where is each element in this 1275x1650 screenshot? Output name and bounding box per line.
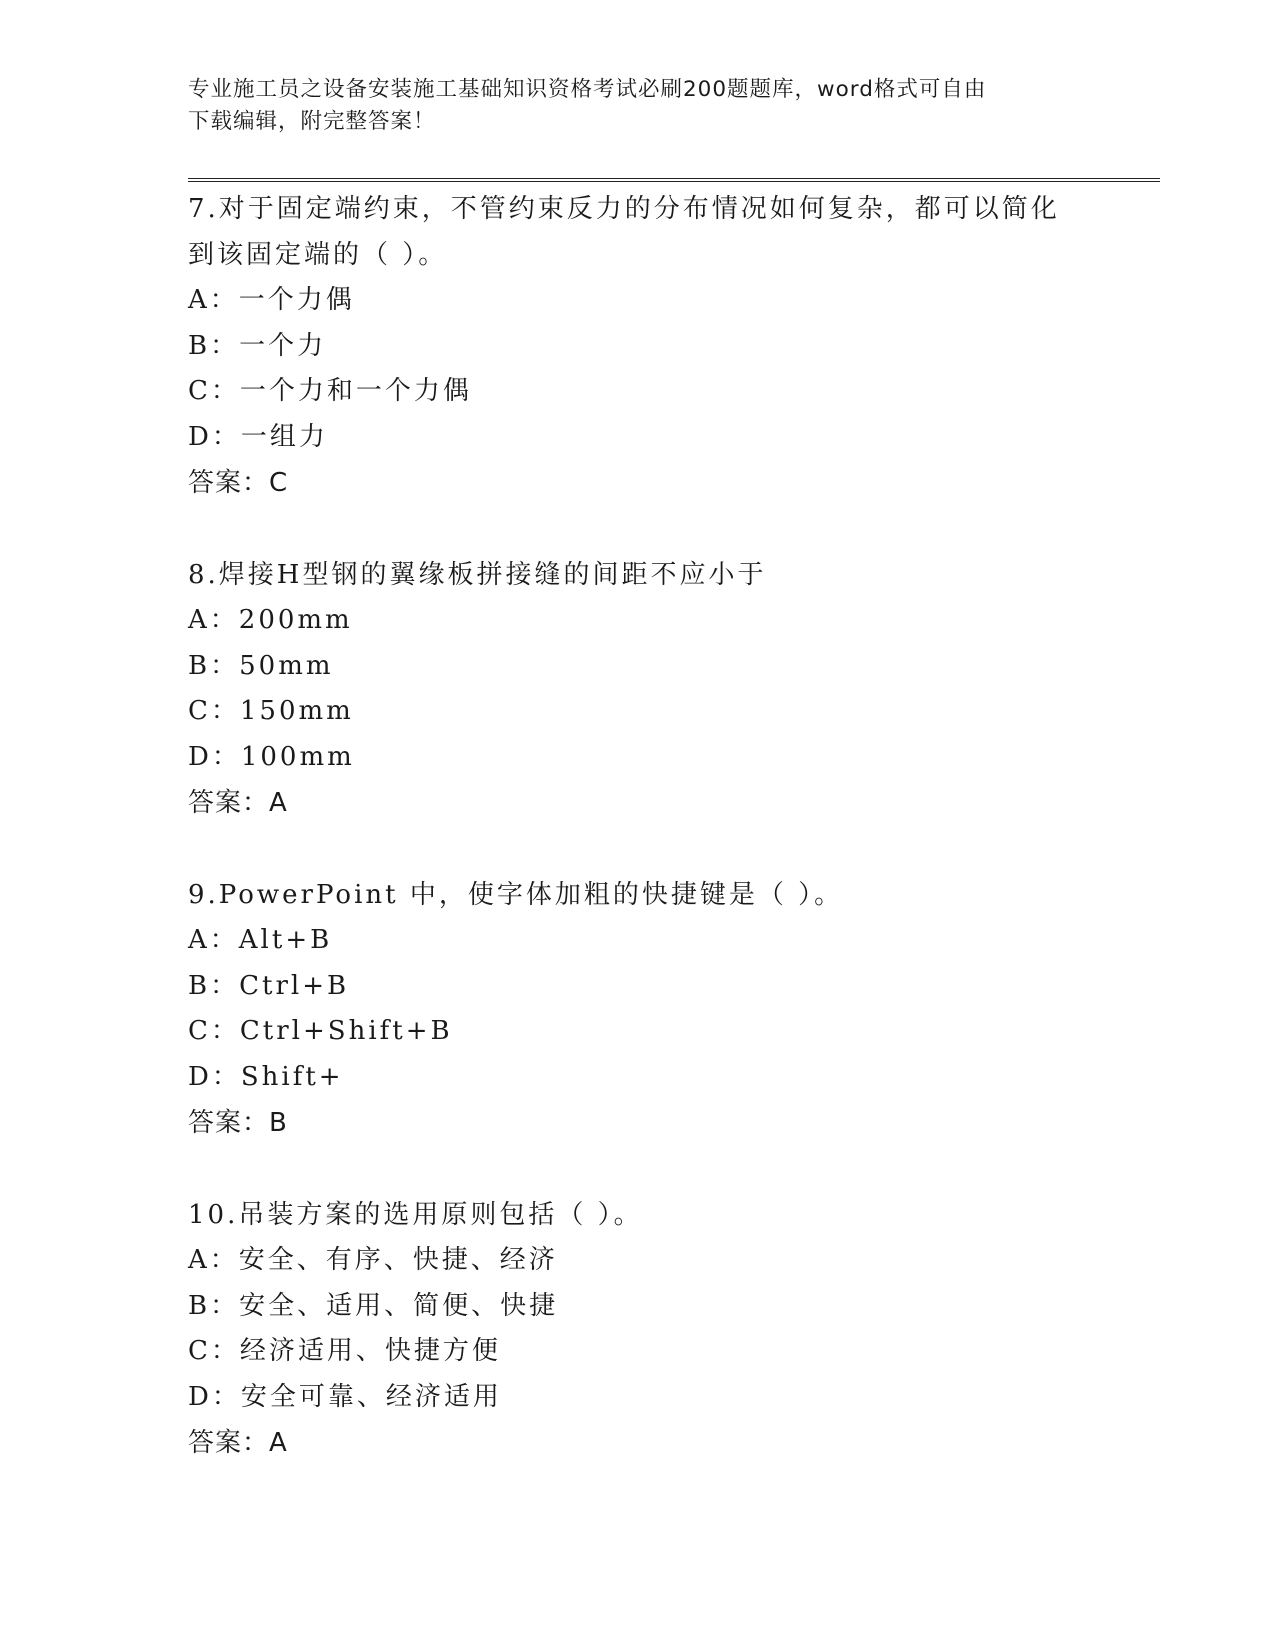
answer: 答案：C: [188, 468, 289, 498]
answer: 答案：A: [188, 788, 288, 818]
option-a: A：Alt+B: [188, 925, 333, 955]
question-text: 7.对于固定端约束，不管约束反力的分布情况如何复杂，都可以简化: [188, 194, 1060, 224]
header-line-2: 下载编辑，附完整答案！: [188, 109, 436, 134]
question-9: [188, 872, 1088, 1146]
question-text: 8.焊接H型钢的翼缘板拼接缝的间距不应小于: [188, 560, 767, 590]
header-line-1: 专业施工员之设备安装施工基础知识资格考试必刷200题题库，word格式可自由: [188, 77, 987, 102]
question-8: [188, 552, 1088, 826]
option-c: C：Ctrl+Shift+B: [188, 1016, 453, 1046]
answer: 答案：A: [188, 1428, 288, 1458]
question-list: [188, 186, 1088, 1512]
option-d: D：一组力: [188, 421, 328, 452]
option-c: C：经济适用、快捷方便: [188, 1336, 501, 1366]
answer: 答案：B: [188, 1108, 288, 1138]
question-7: [188, 186, 1088, 506]
option-c: C：一个力和一个力偶: [188, 376, 472, 406]
question-text: 9.PowerPoint 中，使字体加粗的快捷键是（ ）。: [188, 880, 844, 910]
option-a: A：安全、有序、快捷、经济: [188, 1245, 558, 1275]
option-b: B：一个力: [188, 330, 327, 361]
option-d: D：100mm: [188, 741, 355, 772]
option-d: D：Shift+: [188, 1061, 344, 1092]
option-a: A：200mm: [188, 605, 353, 635]
option-b: B：50mm: [188, 650, 334, 681]
option-b: B：安全、适用、简便、快捷: [188, 1290, 559, 1321]
question-10: [188, 1192, 1088, 1466]
question-text: 10.吊装方案的选用原则包括（ ）。: [188, 1200, 643, 1230]
option-c: C：150mm: [188, 696, 354, 726]
option-a: A：一个力偶: [188, 285, 355, 315]
option-d: D：安全可靠、经济适用: [188, 1381, 502, 1412]
document-header: [188, 74, 1078, 138]
question-text: 到该固定端的（ ）。: [188, 240, 448, 270]
header-divider: [188, 178, 1160, 182]
option-b: B：Ctrl+B: [188, 970, 350, 1001]
